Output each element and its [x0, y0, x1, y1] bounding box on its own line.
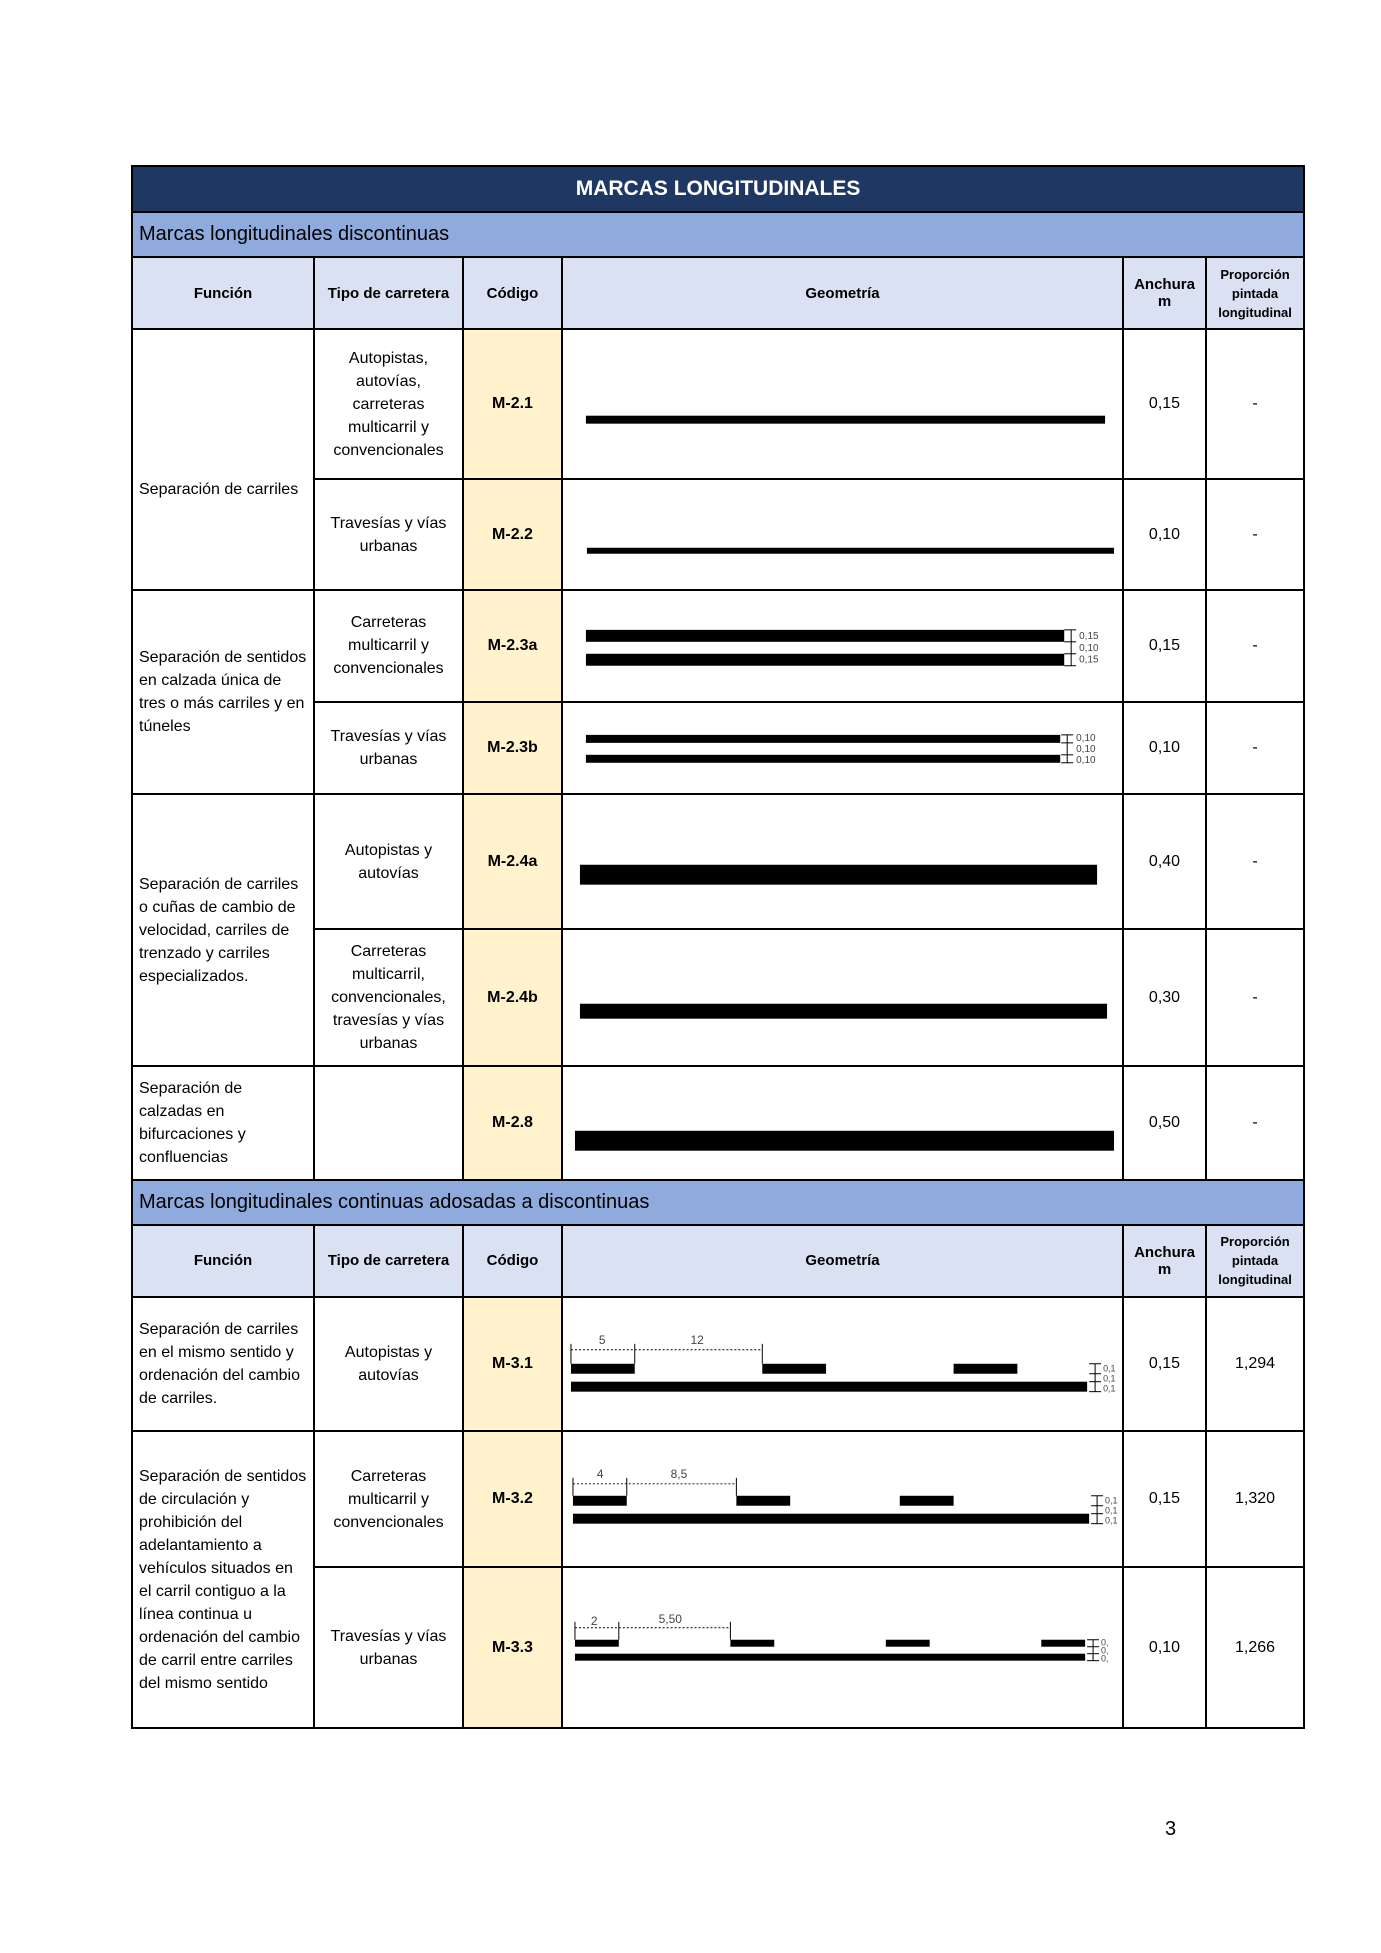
dash-mark	[573, 1496, 627, 1506]
geometry-cell	[562, 702, 1123, 795]
header-funcion: Función	[132, 1225, 314, 1297]
line-mark	[586, 654, 1064, 666]
width-cell: 0,15	[1123, 329, 1206, 479]
line-mark	[586, 735, 1060, 743]
dimension-label: 4	[596, 1467, 604, 1482]
table-row	[132, 329, 1304, 479]
code-cell: M-2.4a	[463, 794, 562, 929]
dimension-label: 0,1	[1105, 1516, 1118, 1527]
header-codigo: Código	[463, 1225, 562, 1297]
table-row	[132, 1297, 1304, 1432]
table-row	[132, 1066, 1304, 1180]
dimension-label: 0,1	[1103, 1363, 1116, 1374]
marcas-table-container	[131, 165, 1303, 1729]
dimension-label: 5	[598, 1332, 606, 1347]
table-row	[132, 794, 1304, 929]
header-geometria: Geometría	[562, 257, 1123, 329]
road-type-cell: Autopistas y autovías	[314, 1297, 463, 1432]
proportion-cell: -	[1206, 794, 1304, 929]
proportion-cell: 1,320	[1206, 1431, 1304, 1567]
geometry-drawing	[563, 480, 1122, 589]
proportion-cell: -	[1206, 929, 1304, 1067]
geometry-cell	[562, 590, 1123, 702]
function-cell: Separación de calzadas en bifurcaciones y confluencias	[132, 1066, 314, 1180]
geometry-cell	[562, 329, 1123, 479]
dimension-label: 0,	[1101, 1637, 1109, 1648]
section-title: Marcas longitudinales discontinuas	[132, 212, 1304, 257]
geometry-drawing	[563, 1067, 1122, 1179]
function-cell: Separación de carriles en el mismo sentido y ordenación del cambio de carriles.	[132, 1297, 314, 1432]
dimension-label: 12	[690, 1332, 704, 1347]
road-type-cell: Travesías y vías urbanas	[314, 1567, 463, 1728]
line-mark	[587, 548, 1114, 554]
geometry-drawing	[563, 703, 1122, 794]
dimension-label: 0,1	[1105, 1496, 1118, 1507]
geometry-cell	[562, 1567, 1123, 1728]
dimension-label: 2	[590, 1613, 598, 1628]
road-type-cell	[314, 1066, 463, 1180]
header-proporcion: Proporción pintada longitudinal	[1206, 1225, 1304, 1297]
proportion-cell: -	[1206, 702, 1304, 795]
dimension-label: 0,1	[1105, 1506, 1118, 1517]
proportion-cell: -	[1206, 329, 1304, 479]
dash-mark	[575, 1640, 619, 1647]
line-mark	[575, 1131, 1114, 1151]
dimension-label: 0,	[1101, 1653, 1109, 1664]
road-type-cell: Carreteras multicarril, convencionales, travesías y vías urbanas	[314, 929, 463, 1067]
geometry-cell	[562, 1431, 1123, 1567]
geometry-drawing	[563, 330, 1122, 478]
header-proporcion: Proporción pintada longitudinal	[1206, 257, 1304, 329]
dash-mark	[571, 1364, 635, 1374]
code-cell: M-2.4b	[463, 929, 562, 1067]
dash-mark	[886, 1640, 930, 1647]
dash-mark	[1041, 1640, 1085, 1647]
geometry-drawing	[563, 591, 1122, 701]
dash-mark	[954, 1364, 1018, 1374]
table-title: MARCAS LONGITUDINALES	[132, 166, 1304, 212]
proportion-cell: -	[1206, 479, 1304, 590]
header-anchura: Anchura m	[1123, 257, 1206, 329]
proportion-cell: -	[1206, 590, 1304, 702]
function-cell: Separación de carriles	[132, 329, 314, 590]
dimension-label: 0,15	[1079, 654, 1099, 666]
dimension-label: 0,10	[1076, 732, 1096, 744]
dash-mark	[730, 1640, 774, 1647]
function-cell: Separación de carriles o cuñas de cambio de velocidad, carriles de trenzado y carriles especializados.	[132, 794, 314, 1066]
function-cell: Separación de sentidos en calzada única de tres o más carriles y en túneles	[132, 590, 314, 794]
road-type-cell: Carreteras multicarril y convencionales	[314, 590, 463, 702]
dimension-label: 0,10	[1079, 642, 1099, 654]
table-row	[132, 1431, 1304, 1567]
road-type-cell: Autopistas, autovías, carreteras multicarril y convencionales	[314, 329, 463, 479]
width-cell: 0,30	[1123, 929, 1206, 1067]
dimension-label: 8,5	[670, 1467, 688, 1482]
width-cell: 0,15	[1123, 1431, 1206, 1567]
dimension-label: 5,50	[658, 1611, 682, 1626]
function-cell: Separación de sentidos de circulación y prohibición del adelantamiento a vehículos situados en el carril contiguo a la línea continua u ordenación del cambio de carril entre carriles del mismo sentido	[132, 1431, 314, 1728]
width-cell: 0,40	[1123, 794, 1206, 929]
header-geometria: Geometría	[562, 1225, 1123, 1297]
road-type-cell: Autopistas y autovías	[314, 794, 463, 929]
code-cell: M-2.3a	[463, 590, 562, 702]
proportion-cell: 1,294	[1206, 1297, 1304, 1432]
line-mark	[580, 865, 1097, 885]
dimension-label: 0,10	[1076, 754, 1096, 766]
road-type-cell: Travesías y vías urbanas	[314, 479, 463, 590]
geometry-drawing	[563, 795, 1122, 928]
section-title: Marcas longitudinales continuas adosadas a discontinuas	[132, 1180, 1304, 1225]
width-cell: 0,50	[1123, 1066, 1206, 1180]
line-mark	[586, 754, 1060, 762]
width-cell: 0,15	[1123, 1297, 1206, 1432]
geometry-cell	[562, 1297, 1123, 1432]
marcas-table	[131, 165, 1305, 1729]
road-type-cell: Travesías y vías urbanas	[314, 702, 463, 795]
geometry-cell	[562, 479, 1123, 590]
width-cell: 0,10	[1123, 1567, 1206, 1728]
line-mark	[580, 1004, 1107, 1019]
code-cell: M-3.1	[463, 1297, 562, 1432]
header-funcion: Función	[132, 257, 314, 329]
solid-mark	[571, 1382, 1087, 1392]
width-cell: 0,15	[1123, 590, 1206, 702]
geometry-cell	[562, 1066, 1123, 1180]
code-cell: M-2.8	[463, 1066, 562, 1180]
code-cell: M-3.2	[463, 1431, 562, 1567]
proportion-cell: -	[1206, 1066, 1304, 1180]
header-tipo: Tipo de carretera	[314, 257, 463, 329]
code-cell: M-2.3b	[463, 702, 562, 795]
road-type-cell: Carreteras multicarril y convencionales	[314, 1431, 463, 1567]
geometry-drawing	[563, 930, 1122, 1066]
dash-mark	[900, 1496, 954, 1506]
width-cell: 0,10	[1123, 479, 1206, 590]
proportion-cell: 1,266	[1206, 1567, 1304, 1728]
width-cell: 0,10	[1123, 702, 1206, 795]
solid-mark	[573, 1514, 1089, 1524]
dimension-label: 0,1	[1103, 1383, 1116, 1394]
geometry-drawing	[563, 1298, 1122, 1431]
header-codigo: Código	[463, 257, 562, 329]
geometry-drawing	[563, 1568, 1122, 1727]
table-row	[132, 590, 1304, 702]
dimension-label: 0,1	[1103, 1373, 1116, 1384]
code-cell: M-3.3	[463, 1567, 562, 1728]
dimension-label: 0,	[1101, 1645, 1109, 1656]
header-tipo: Tipo de carretera	[314, 1225, 463, 1297]
geometry-cell	[562, 794, 1123, 929]
line-mark	[586, 630, 1064, 642]
dash-mark	[736, 1496, 790, 1506]
dash-mark	[762, 1364, 826, 1374]
dimension-label: 0,10	[1076, 743, 1096, 755]
geometry-drawing	[563, 1432, 1122, 1566]
code-cell: M-2.2	[463, 479, 562, 590]
dimension-label: 0,15	[1079, 630, 1099, 642]
code-cell: M-2.1	[463, 329, 562, 479]
page-number: 3	[1165, 1818, 1177, 1840]
solid-mark	[575, 1654, 1085, 1661]
header-anchura: Anchura m	[1123, 1225, 1206, 1297]
geometry-cell	[562, 929, 1123, 1067]
line-mark	[586, 416, 1105, 424]
